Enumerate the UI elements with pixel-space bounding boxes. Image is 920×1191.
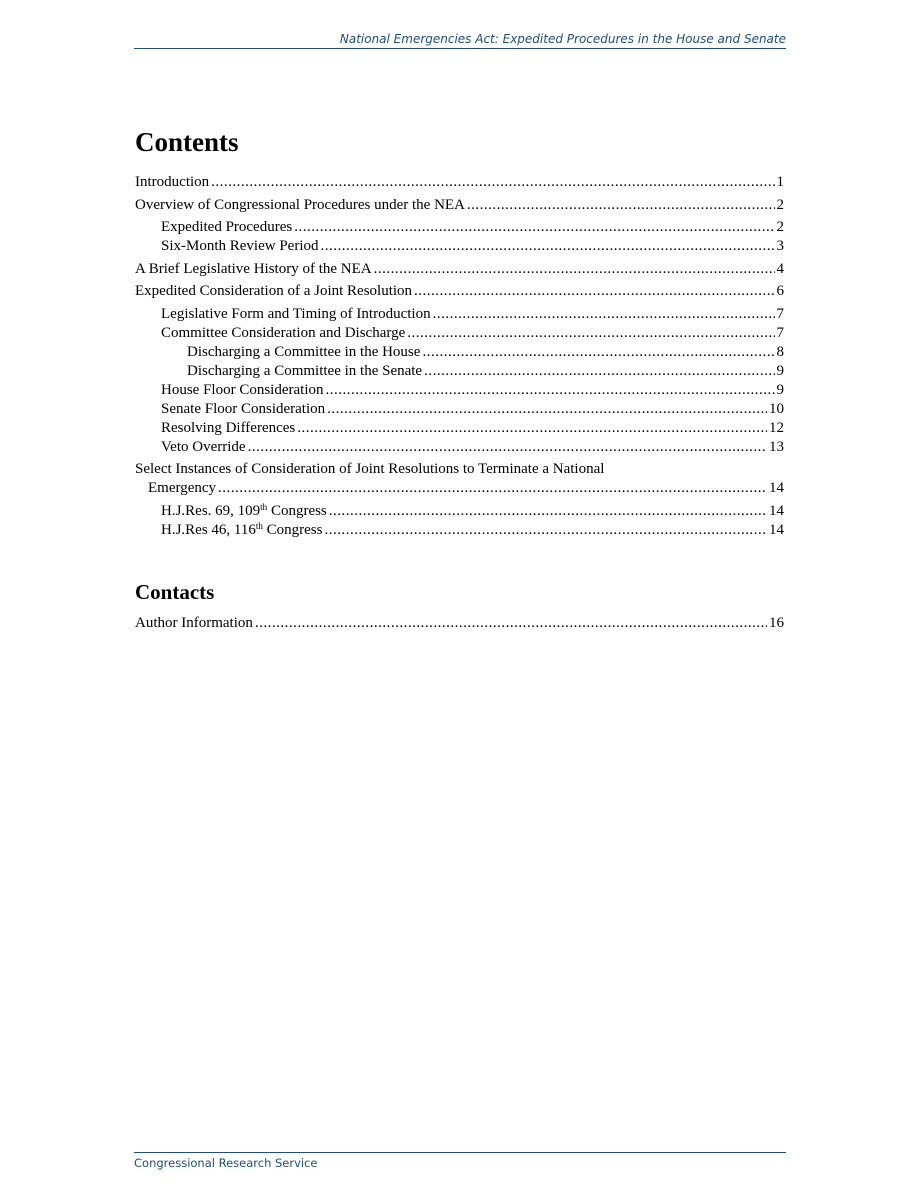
toc-entry-committee-consideration[interactable]: Committee Consideration and Discharge ..... 7: [135, 324, 784, 343]
toc-entry-discharging-senate[interactable]: Discharging a Committee in the Senate ..... 9: [135, 362, 784, 381]
running-header: [134, 32, 786, 49]
toc-entry-six-month-review[interactable]: Six-Month Review Period ..... 3: [135, 237, 784, 256]
contents-heading: Contents: [135, 127, 239, 157]
toc-entry-hjres-69[interactable]: H.J.Res. 69, 109th Congress ..... 14: [135, 502, 784, 521]
toc-entry-introduction[interactable]: Introduction ..... 1: [135, 173, 784, 192]
toc-entry-senate-floor[interactable]: Senate Floor Consideration ..... 10: [135, 400, 784, 419]
toc-entry-overview[interactable]: Overview of Congressional Procedures under the NEA ..... 2: [135, 196, 784, 215]
running-title: National Emergencies Act: Expedited Procedures in the House and Senate: [339, 32, 786, 46]
toc-entry-hjres-46[interactable]: H.J.Res 46, 116th Congress ..... 14: [135, 521, 784, 540]
table-of-contents: [135, 173, 784, 540]
toc-entry-author-information[interactable]: Author Information ..... 16: [135, 614, 784, 633]
toc-entry-expedited-consideration[interactable]: Expedited Consideration of a Joint Resolution ..... 6: [135, 282, 784, 301]
page-footer: [134, 1152, 786, 1170]
toc-entry-veto-override[interactable]: Veto Override ..... 13: [135, 438, 784, 457]
toc-entry-expedited-procedures[interactable]: Expedited Procedures ..... 2: [135, 218, 784, 237]
toc-entry-house-floor[interactable]: House Floor Consideration ..... 9: [135, 381, 784, 400]
contacts-list: [135, 614, 784, 633]
toc-entry-select-instances[interactable]: Select Instances of Consideration of Joint Resolutions to Terminate a National Emergency ..... 14: [135, 460, 784, 498]
toc-entry-legislative-history[interactable]: A Brief Legislative History of the NEA ..... 4: [135, 260, 784, 279]
contacts-heading: Contacts: [135, 580, 215, 604]
toc-entry-legislative-form[interactable]: Legislative Form and Timing of Introduction ..... 7: [135, 305, 784, 324]
footer-org: Congressional Research Service: [134, 1156, 318, 1170]
toc-entry-discharging-house[interactable]: Discharging a Committee in the House ..... 8: [135, 343, 784, 362]
toc-entry-resolving-differences[interactable]: Resolving Differences ..... 12: [135, 419, 784, 438]
